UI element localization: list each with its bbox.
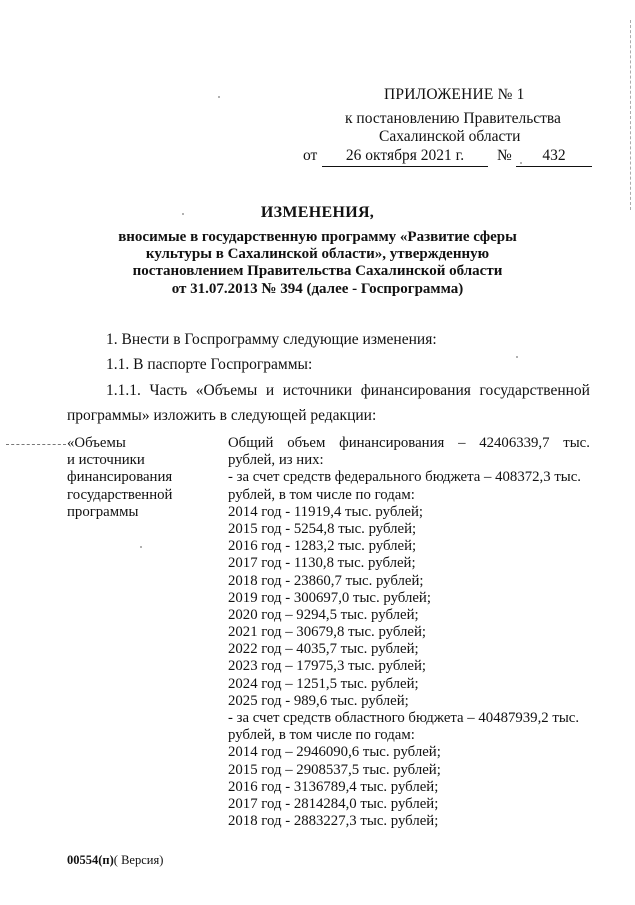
document-subtitle-line2: культуры в Сахалинской области», утвержденную (145, 246, 490, 262)
financing-line: 2016 год - 3136789,4 тыс. рублей; (228, 778, 439, 795)
appendix-number-sign: № (497, 147, 512, 164)
financing-line: 2020 год – 9294,5 тыс. рублей; (228, 606, 419, 623)
financing-line: 2019 год - 300697,0 тыс. рублей; (228, 589, 431, 606)
financing-line: 2024 год – 1251,5 тыс. рублей; (228, 675, 419, 692)
financing-label-line: «Объемы (67, 435, 126, 451)
footer-code: 00554(п) (67, 853, 114, 867)
financing-label-column (67, 435, 172, 521)
financing-line: 2021 год – 30679,8 тыс. рублей; (228, 624, 427, 641)
paragraph-1-1-1-continuation: программы» изложить в следующей редакции: (67, 407, 377, 424)
financing-line: 2016 год - 1283,2 тыс. рублей; (228, 538, 417, 555)
financing-line: 2015 год - 5254,8 тыс. рублей; (228, 520, 417, 537)
total-word: тыс. (563, 435, 590, 451)
footer-version: ( Версия) (113, 853, 164, 867)
appendix-reference-line2: Сахалинской области (379, 128, 521, 145)
financing-line: 2015 год – 2908537,5 тыс. рублей; (228, 761, 441, 778)
financing-line: рублей, в том числе по годам: (228, 486, 415, 503)
p3-word: Часть (149, 382, 188, 399)
financing-total-line (228, 435, 590, 452)
document-footer (67, 853, 163, 868)
scan-dash-mark (6, 444, 66, 445)
financing-label-line: государственной (67, 486, 173, 503)
total-word: – (458, 435, 466, 451)
financing-line: рублей, из них: (228, 452, 324, 469)
financing-label-line: финансирования (67, 469, 173, 486)
financing-label-line: программы (67, 503, 139, 520)
appendix-number: 432 (516, 147, 592, 167)
appendix-ot-label: от (303, 147, 318, 164)
total-word: объем (287, 435, 326, 451)
appendix-reference-line1: к постановлению Правительства (345, 110, 561, 127)
financing-lines (228, 452, 590, 830)
financing-details-column (228, 435, 590, 830)
p3-word: «Объемы (195, 382, 258, 399)
appendix-title: ПРИЛОЖЕНИЕ № 1 (384, 86, 525, 103)
p3-word: государственной (479, 382, 590, 399)
p3-word: 1.1.1. (106, 382, 141, 399)
scan-speck (520, 162, 522, 164)
financing-line: 2018 год - 2883227,3 тыс. рублей; (228, 813, 439, 830)
financing-line: 2018 год - 23860,7 тыс. рублей; (228, 572, 424, 589)
total-word: Общий (228, 435, 274, 451)
financing-line: 2014 год - 11919,4 тыс. рублей; (228, 503, 423, 520)
financing-line: рублей, в том числе по годам: (228, 727, 415, 744)
scan-speck (140, 546, 142, 548)
financing-line: - за счет средств федерального бюджета – 408372,3 тыс. (228, 469, 582, 486)
paragraph-1: 1. Внести в Госпрограмму следующие изменения: (106, 331, 437, 348)
financing-line: 2014 год – 2946090,6 тыс. рублей; (228, 744, 441, 761)
financing-line: 2025 год - 989,6 тыс. рублей; (228, 692, 409, 709)
p3-word: финансирования (360, 382, 471, 399)
scan-speck (218, 96, 220, 98)
p3-word: и (265, 382, 275, 399)
scan-speck (516, 356, 518, 358)
appendix-date: 26 октября 2021 г. (322, 147, 488, 167)
scan-speck (182, 213, 184, 215)
financing-line: 2023 год – 17975,3 тыс. рублей; (228, 658, 427, 675)
financing-label-line: и источники (67, 452, 145, 469)
scan-edge-line (630, 20, 632, 210)
financing-line: 2022 год – 4035,7 тыс. рублей; (228, 641, 419, 658)
paragraph-1-1: 1.1. В паспорте Госпрограммы: (106, 356, 313, 373)
financing-line: 2017 год - 1130,8 тыс. рублей; (228, 555, 416, 572)
financing-line: 2017 год - 2814284,0 тыс. рублей; (228, 795, 439, 812)
total-word: финансирования (339, 435, 445, 451)
p3-word: источники (282, 382, 353, 399)
document-subtitle-line4: от 31.07.2013 № 394 (далее - Госпрограмма) (171, 281, 464, 297)
document-subtitle-line1: вносимые в государственную программу «Развитие сферы (118, 229, 517, 245)
total-word: 42406339,7 (479, 435, 550, 451)
financing-line: - за счет средств областного бюджета – 40487939,2 тыс. (228, 710, 580, 726)
document-title: ИЗМЕНЕНИЯ, (260, 204, 375, 221)
paragraph-1-1-1 (106, 382, 590, 400)
document-subtitle-line3: постановлением Правительства Сахалинской области (132, 263, 503, 279)
